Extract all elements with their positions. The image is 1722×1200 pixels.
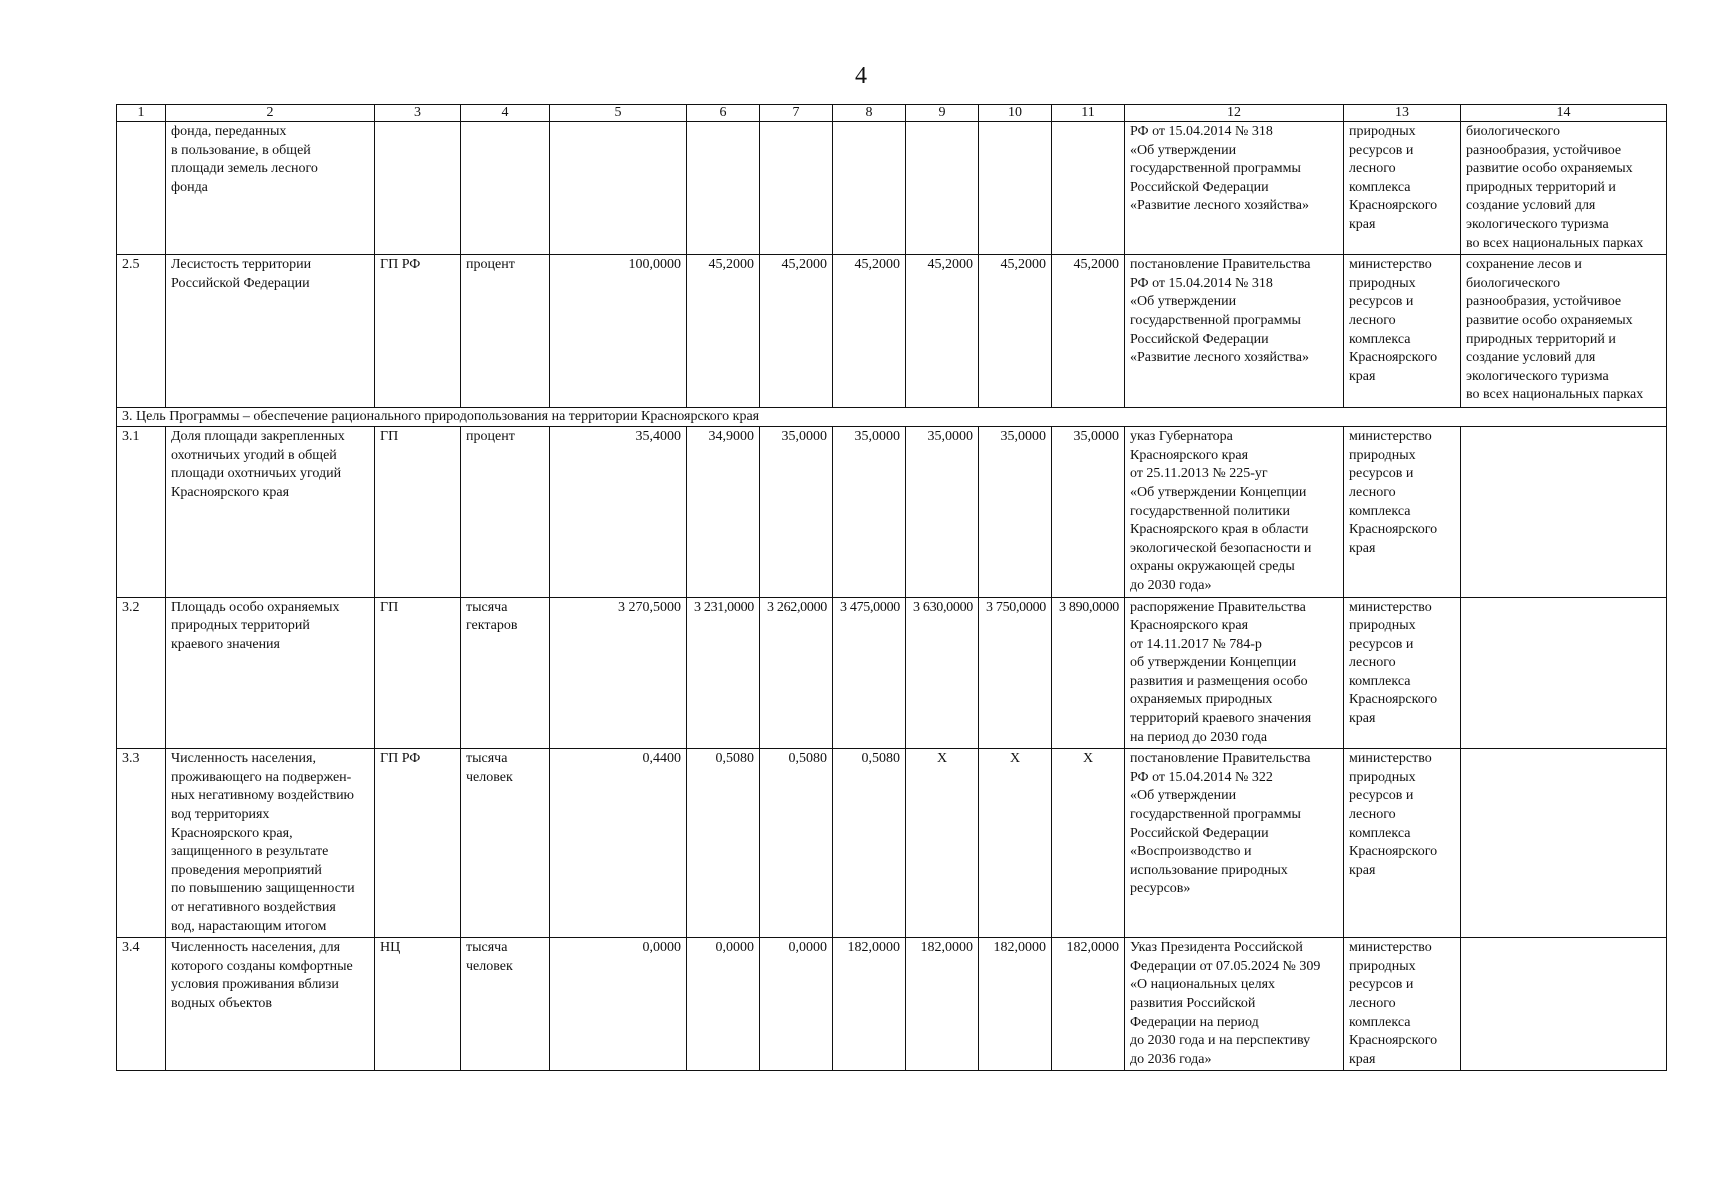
empty-cell — [375, 122, 461, 255]
unit-cell: тысяча человек — [461, 938, 550, 1071]
value-cell: 35,0000 — [906, 427, 979, 597]
column-header: 7 — [760, 105, 833, 122]
note-cell — [1461, 938, 1667, 1071]
column-header: 13 — [1344, 105, 1461, 122]
table-row — [117, 427, 1667, 597]
column-header: 10 — [979, 105, 1052, 122]
document-cell: указ Губернатора Красноярского края от 25.11.2013 № 225-уг «Об утверждении Концепции государственной политики Красноярского края в области экологической безопасности и охраны окружающей среды до 2030 года» — [1125, 427, 1344, 597]
column-header: 5 — [550, 105, 687, 122]
value-cell: X — [906, 749, 979, 938]
type-cell: ГП — [375, 427, 461, 597]
empty-cell — [906, 122, 979, 255]
header-row — [117, 105, 1667, 122]
unit-cell: процент — [461, 255, 550, 408]
indicator-cell: Площадь особо охраняемых природных территорий краевого значения — [166, 597, 375, 749]
base-value-cell: 0,4400 — [550, 749, 687, 938]
empty-cell — [1052, 122, 1125, 255]
value-cell: 3 475,0000 — [833, 597, 906, 749]
unit-cell: процент — [461, 427, 550, 597]
responsible-cell: министерство природных ресурсов и лесного комплекса Красноярского края — [1344, 749, 1461, 938]
row-number: 3.1 — [117, 427, 166, 597]
value-cell: 35,0000 — [1052, 427, 1125, 597]
table-row — [117, 597, 1667, 749]
table-row — [117, 255, 1667, 408]
empty-cell — [979, 122, 1052, 255]
value-cell: 45,2000 — [1052, 255, 1125, 408]
column-header: 8 — [833, 105, 906, 122]
empty-cell — [687, 122, 760, 255]
value-cell: 0,0000 — [687, 938, 760, 1071]
column-header: 11 — [1052, 105, 1125, 122]
document-cell: РФ от 15.04.2014 № 318 «Об утверждении государственной программы Российской Федерации «Развитие лесного хозяйства» — [1125, 122, 1344, 255]
indicator-cell: Численность населения, проживающего на подвержен- ных негативному воздействию вод территориях Красноярского края, защищенного в результате проведения мероприятий по повышению защищенности от негативного воздействия вод, нарастающим итогом — [166, 749, 375, 938]
base-value-cell: 3 270,5000 — [550, 597, 687, 749]
empty-cell — [833, 122, 906, 255]
value-cell: 0,5080 — [687, 749, 760, 938]
column-header: 4 — [461, 105, 550, 122]
column-header: 1 — [117, 105, 166, 122]
value-cell: 3 890,0000 — [1052, 597, 1125, 749]
section-row — [117, 408, 1667, 427]
value-cell: 45,2000 — [760, 255, 833, 408]
note-cell: биологического разнообразия, устойчивое развитие особо охраняемых природных территорий и создание условий для экологического туризма во всех национальных парках — [1461, 122, 1667, 255]
document-cell: распоряжение Правительства Красноярского края от 14.11.2017 № 784-р об утверждении Концепции развития и размещения особо охраняемых природных территорий краевого значения на период до 2030 года — [1125, 597, 1344, 749]
column-header: 6 — [687, 105, 760, 122]
value-cell: 182,0000 — [1052, 938, 1125, 1071]
page-number: 4 — [855, 63, 867, 89]
section-heading: 3. Цель Программы – обеспечение рационального природопользования на территории Красноярского края — [117, 408, 1667, 427]
table-row — [117, 749, 1667, 938]
indicator-cell: фонда, переданных в пользование, в общей площади земель лесного фонда — [166, 122, 375, 255]
type-cell: ГП РФ — [375, 749, 461, 938]
value-cell: 0,0000 — [760, 938, 833, 1071]
base-value-cell: 0,0000 — [550, 938, 687, 1071]
responsible-cell: министерство природных ресурсов и лесного комплекса Красноярского края — [1344, 427, 1461, 597]
base-value-cell: 100,0000 — [550, 255, 687, 408]
value-cell: 182,0000 — [979, 938, 1052, 1071]
value-cell: 45,2000 — [833, 255, 906, 408]
column-header: 12 — [1125, 105, 1344, 122]
value-cell: 34,9000 — [687, 427, 760, 597]
value-cell: 0,5080 — [833, 749, 906, 938]
document-cell: постановление Правительства РФ от 15.04.2014 № 322 «Об утверждении государственной программы Российской Федерации «Воспроизводство и использование природных ресурсов» — [1125, 749, 1344, 938]
value-cell: 0,5080 — [760, 749, 833, 938]
value-cell: 45,2000 — [906, 255, 979, 408]
value-cell: 35,0000 — [833, 427, 906, 597]
column-header: 3 — [375, 105, 461, 122]
responsible-cell: министерство природных ресурсов и лесного комплекса Красноярского края — [1344, 597, 1461, 749]
table-row — [117, 938, 1667, 1071]
base-value-cell: 35,4000 — [550, 427, 687, 597]
indicators-table — [116, 104, 1667, 1071]
column-header: 14 — [1461, 105, 1667, 122]
value-cell: X — [1052, 749, 1125, 938]
empty-cell — [461, 122, 550, 255]
note-cell: сохранение лесов и биологического разнообразия, устойчивое развитие особо охраняемых природных территорий и создание условий для экологического туризма во всех национальных парках — [1461, 255, 1667, 408]
empty-cell — [760, 122, 833, 255]
type-cell: ГП РФ — [375, 255, 461, 408]
value-cell: 35,0000 — [760, 427, 833, 597]
value-cell: X — [979, 749, 1052, 938]
empty-cell — [550, 122, 687, 255]
indicator-cell: Доля площади закрепленных охотничьих угодий в общей площади охотничьих угодий Красноярского края — [166, 427, 375, 597]
row-number: 3.2 — [117, 597, 166, 749]
value-cell: 3 262,0000 — [760, 597, 833, 749]
responsible-cell: природных ресурсов и лесного комплекса Красноярского края — [1344, 122, 1461, 255]
value-cell: 3 630,0000 — [906, 597, 979, 749]
row-number: 3.4 — [117, 938, 166, 1071]
responsible-cell: министерство природных ресурсов и лесного комплекса Красноярского края — [1344, 255, 1461, 408]
responsible-cell: министерство природных ресурсов и лесного комплекса Красноярского края — [1344, 938, 1461, 1071]
note-cell — [1461, 597, 1667, 749]
document-cell: постановление Правительства РФ от 15.04.2014 № 318 «Об утверждении государственной программы Российской Федерации «Развитие лесного хозяйства» — [1125, 255, 1344, 408]
row-number — [117, 122, 166, 255]
unit-cell: тысяча человек — [461, 749, 550, 938]
value-cell: 3 750,0000 — [979, 597, 1052, 749]
value-cell: 3 231,0000 — [687, 597, 760, 749]
value-cell: 182,0000 — [906, 938, 979, 1071]
row-number: 3.3 — [117, 749, 166, 938]
value-cell: 182,0000 — [833, 938, 906, 1071]
type-cell: ГП — [375, 597, 461, 749]
table-row-continuation — [117, 122, 1667, 255]
value-cell: 45,2000 — [979, 255, 1052, 408]
note-cell — [1461, 427, 1667, 597]
row-number: 2.5 — [117, 255, 166, 408]
unit-cell: тысяча гектаров — [461, 597, 550, 749]
document-cell: Указ Президента Российской Федерации от 07.05.2024 № 309 «О национальных целях развития Российской Федерации на период до 2030 года и на перспективу до 2036 года» — [1125, 938, 1344, 1071]
column-header: 9 — [906, 105, 979, 122]
type-cell: НЦ — [375, 938, 461, 1071]
value-cell: 45,2000 — [687, 255, 760, 408]
column-header: 2 — [166, 105, 375, 122]
indicator-cell: Численность населения, для которого созданы комфортные условия проживания вблизи водных объектов — [166, 938, 375, 1071]
value-cell: 35,0000 — [979, 427, 1052, 597]
indicator-cell: Лесистость территории Российской Федерации — [166, 255, 375, 408]
note-cell — [1461, 749, 1667, 938]
